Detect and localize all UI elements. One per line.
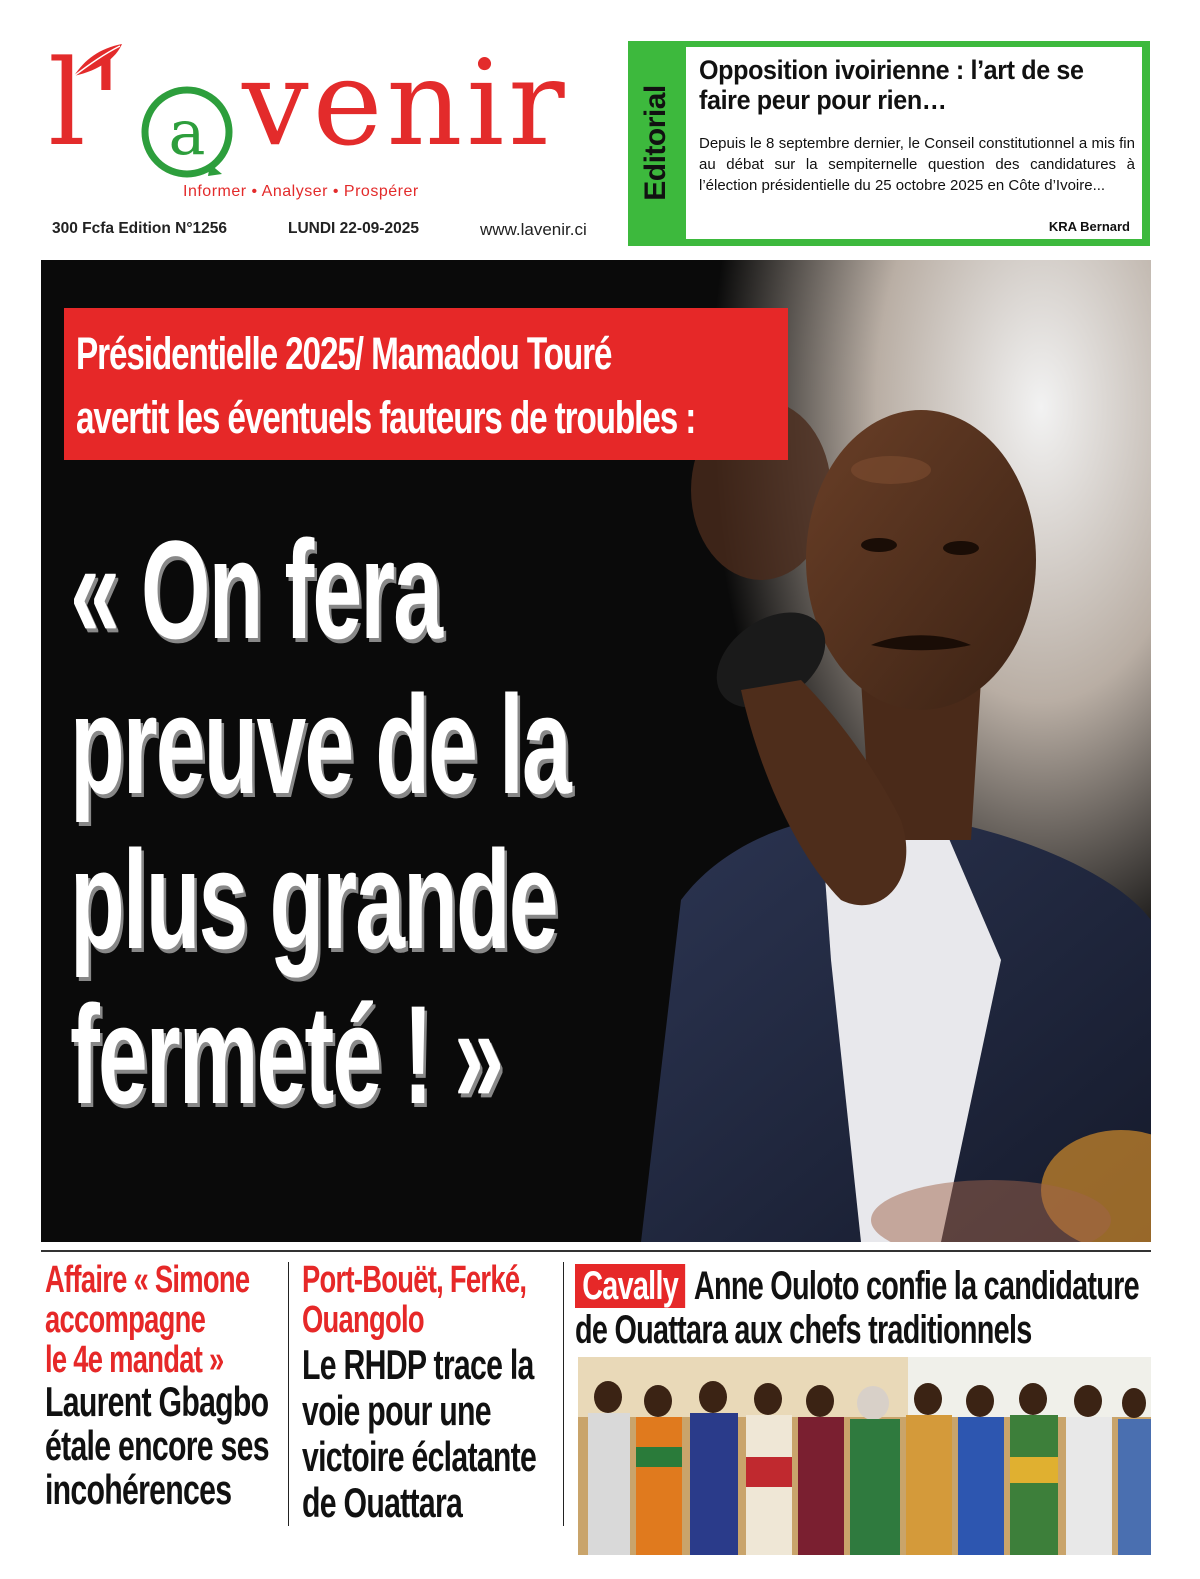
editorial-title: Opposition ivoirienne : l’art de se faire peur pour rien… [699, 55, 1084, 115]
logo-text-l: l' [48, 34, 127, 172]
story-headline: Laurent Gbagbo [45, 1378, 269, 1425]
story-rhdp[interactable] [302, 1260, 536, 1526]
story-headline: de Ouattara aux chefs traditionnels [575, 1308, 1032, 1352]
main-story-kicker [64, 308, 788, 460]
headline-line-1: « On fera [70, 511, 442, 668]
story-kicker: le 4e mandat » [45, 1339, 224, 1381]
story-gbagbo[interactable] [45, 1260, 269, 1512]
kicker-line-2: avertit les éventuels fauteurs de troubles : [76, 392, 696, 443]
chiefs-group-photo [578, 1357, 1151, 1555]
story-kicker: Ouangolo [302, 1299, 424, 1341]
story-headline: de Ouattara [302, 1479, 463, 1526]
newspaper-logo [48, 34, 623, 210]
editorial-author: KRA Bernard [1048, 219, 1130, 234]
story-headline: Le RHDP trace la [302, 1341, 534, 1388]
group-photo-illustration [578, 1357, 1151, 1555]
editorial-box[interactable] [628, 41, 1150, 246]
story-headline: victoire éclatante [302, 1433, 537, 1480]
kicker-line-1: Présidentielle 2025/ Mamadou Touré [76, 328, 612, 379]
price-edition: 300 Fcfa Edition N°1256 [52, 220, 228, 237]
story-headline: Anne Ouloto confie la candidature [693, 1264, 1139, 1308]
story-headline: incohérences [45, 1466, 232, 1513]
story-kicker: accompagne [45, 1299, 206, 1341]
svg-text:a: a [168, 96, 206, 169]
column-divider [563, 1262, 564, 1526]
headline-line-3: plus grande [70, 821, 557, 978]
story-kicker: Port-Bouët, Ferké, [302, 1259, 527, 1301]
logo-text-venir: venir [242, 34, 569, 172]
headline-line-4: fermeté ! » [70, 976, 503, 1133]
website-link[interactable]: www.lavenir.ci [480, 220, 587, 239]
story-headline: voie pour une [302, 1387, 491, 1434]
section-divider [41, 1250, 1151, 1252]
editorial-tab [632, 51, 680, 236]
headline-line-2: preuve de la [70, 666, 570, 823]
editorial-content [686, 47, 1142, 239]
editorial-label: Editorial [639, 85, 672, 201]
issue-date: LUNDI 22-09-2025 [288, 220, 419, 237]
story-tag: Cavally [575, 1264, 685, 1308]
story-kicker: Affaire « Simone [45, 1259, 250, 1301]
at-sign-logo-icon [140, 60, 234, 184]
story-cavally[interactable] [575, 1264, 1139, 1352]
tagline: Informer • Analyser • Prospérer [183, 183, 419, 200]
column-divider [288, 1262, 289, 1526]
editorial-body: Depuis le 8 septembre dernier, le Conseil constitutionnel a mis fin au débat sur la sempiternelle question des candidatures à l’élection présidentielle du 25 octobre 2025 en Côte d’Ivoire... [699, 135, 1135, 194]
story-headline: étale encore ses [45, 1422, 269, 1469]
